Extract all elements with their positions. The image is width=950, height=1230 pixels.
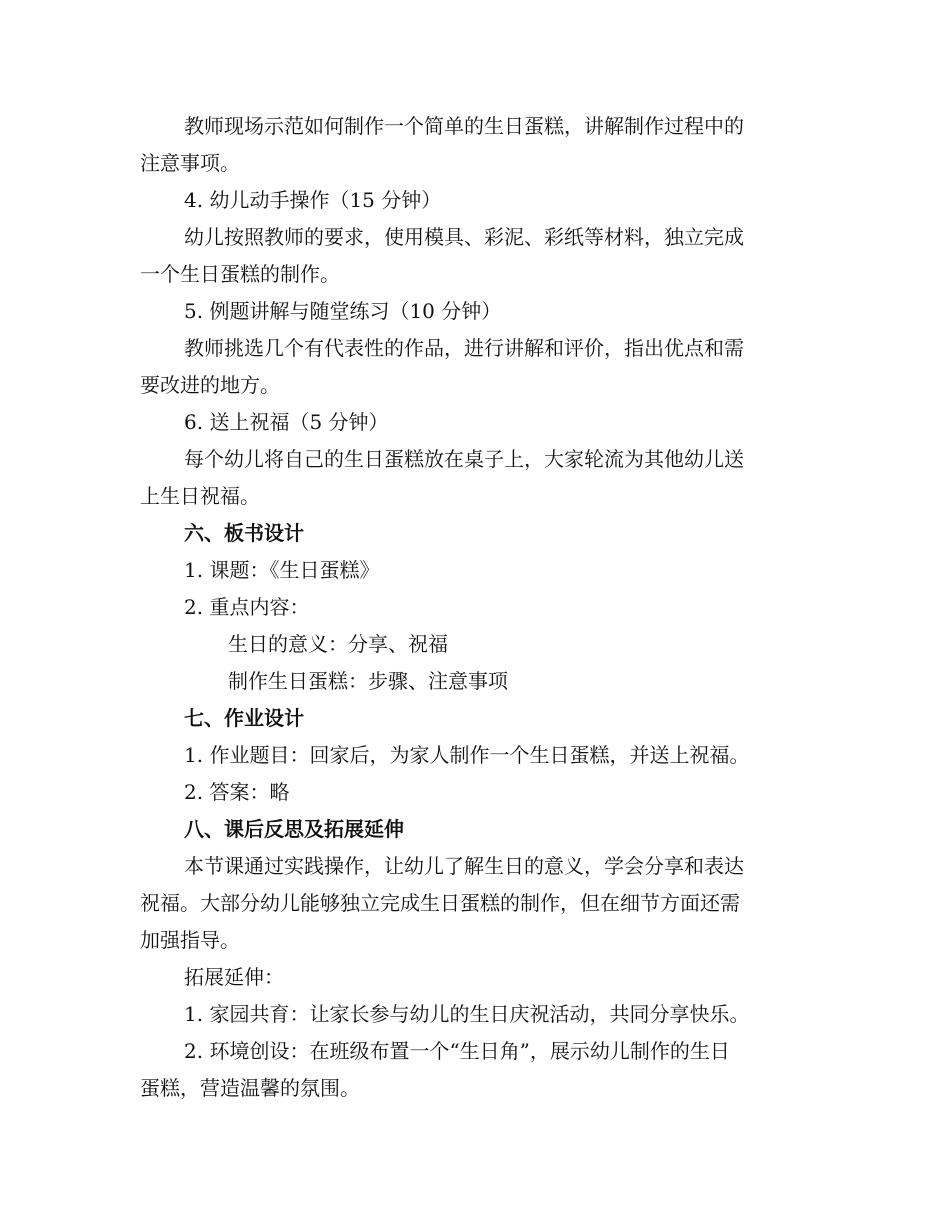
list-item: 2. 重点内容： [184,595,310,619]
paragraph-line: 每个幼儿将自己的生日蛋糕放在桌子上，大家轮流为其他幼儿送 [184,447,744,471]
list-item-heading: 5. 例题讲解与随堂练习（10 分钟） [184,299,502,323]
sub-list-item: 制作生日蛋糕：步骤、注意事项 [228,669,508,693]
paragraph-line: 注意事项。 [140,151,240,175]
paragraph-line: 拓展延伸： [184,965,284,989]
list-item-heading: 4. 幼儿动手操作（15 分钟） [184,188,442,212]
paragraph-line: 教师挑选几个有代表性的作品，进行讲解和评价，指出优点和需 [184,336,744,360]
list-item: 1. 课题：《生日蛋糕》 [184,558,380,582]
paragraph-line: 教师现场示范如何制作一个简单的生日蛋糕，讲解制作过程中的 [184,114,744,138]
section-heading: 八、课后反思及拓展延伸 [184,817,404,841]
sub-list-item: 生日的意义：分享、祝福 [228,632,448,656]
paragraph-line: 本节课通过实践操作，让幼儿了解生日的意义，学会分享和表达 [184,854,744,878]
list-item: 1. 家园共育：让家长参与幼儿的生日庆祝活动，共同分享快乐。 [184,1002,750,1026]
paragraph-line: 要改进的地方。 [140,373,280,397]
section-heading: 六、板书设计 [184,521,304,545]
section-heading: 七、作业设计 [184,706,304,730]
paragraph-line: 祝福。大部分幼儿能够独立完成生日蛋糕的制作，但在细节方面还需 [140,891,740,915]
list-item: 1. 作业题目：回家后，为家人制作一个生日蛋糕，并送上祝福。 [184,743,750,767]
paragraph-line: 幼儿按照教师的要求，使用模具、彩泥、彩纸等材料，独立完成 [184,225,744,249]
list-item: 2. 环境创设：在班级布置一个“生日角”，展示幼儿制作的生日 [184,1039,730,1063]
paragraph-line: 蛋糕，营造温馨的氛围。 [140,1076,360,1100]
paragraph-line: 一个生日蛋糕的制作。 [140,262,340,286]
list-item: 2. 答案：略 [184,780,290,804]
paragraph-line: 加强指导。 [140,928,240,952]
list-item-heading: 6. 送上祝福（5 分钟） [184,410,389,434]
paragraph-line: 上生日祝福。 [140,484,260,508]
